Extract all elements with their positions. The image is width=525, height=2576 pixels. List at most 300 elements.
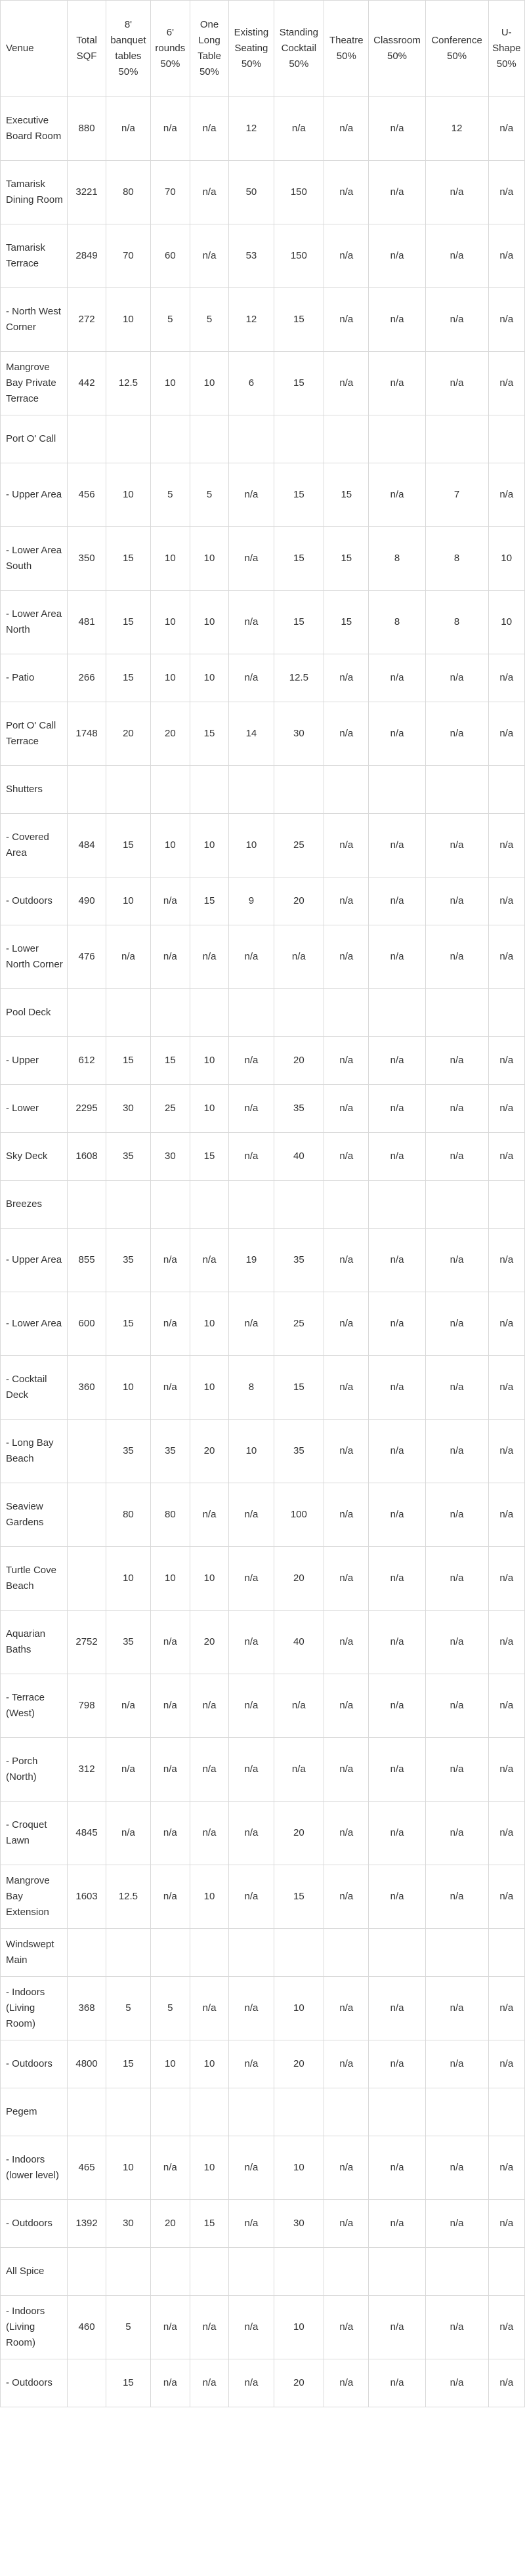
rounds-cell [151,2088,190,2136]
banquet-tables-cell: 12.5 [106,352,150,415]
standing-cocktail-cell: 15 [274,591,324,654]
u-shape-cell: n/a [488,1865,524,1929]
venue-cell: - Indoors (Living Room) [1,2296,68,2359]
rounds-cell: 80 [151,1483,190,1547]
conference-cell: n/a [425,2136,488,2200]
venue-cell: - Upper [1,1037,68,1085]
one-long-table-cell: 10 [190,591,229,654]
theatre-cell: n/a [324,925,369,989]
classroom-cell [369,2088,425,2136]
existing-seating-cell: 12 [229,97,274,161]
total-sqf-cell: 612 [68,1037,106,1085]
theatre-cell: n/a [324,1133,369,1181]
venue-cell: - Cocktail Deck [1,1356,68,1420]
table-row [1,224,525,288]
total-sqf-cell: 855 [68,1229,106,1292]
banquet-tables-cell [106,989,150,1037]
column-header-u-shape: U-Shape 50% [488,1,524,97]
banquet-tables-cell: 5 [106,1977,150,2040]
u-shape-cell: n/a [488,1674,524,1738]
venue-cell: - Outdoors [1,2200,68,2248]
u-shape-cell: n/a [488,1738,524,1802]
conference-cell: n/a [425,925,488,989]
standing-cocktail-cell: 20 [274,1802,324,1865]
conference-cell [425,766,488,814]
u-shape-cell: n/a [488,463,524,527]
venue-cell: Sky Deck [1,1133,68,1181]
total-sqf-cell [68,1547,106,1611]
one-long-table-cell: 15 [190,702,229,766]
one-long-table-cell: 10 [190,1356,229,1420]
existing-seating-cell: n/a [229,1292,274,1356]
one-long-table-cell: 10 [190,814,229,877]
rounds-cell [151,415,190,463]
venue-cell: All Spice [1,2248,68,2296]
existing-seating-cell [229,766,274,814]
theatre-cell: n/a [324,1611,369,1674]
classroom-cell: n/a [369,814,425,877]
venue-cell: - Terrace (West) [1,1674,68,1738]
classroom-cell [369,1181,425,1229]
total-sqf-cell: 2849 [68,224,106,288]
standing-cocktail-cell: 35 [274,1229,324,1292]
one-long-table-cell [190,2248,229,2296]
table-section-row [1,766,525,814]
conference-cell: n/a [425,1738,488,1802]
rounds-cell: 60 [151,224,190,288]
classroom-cell: n/a [369,925,425,989]
standing-cocktail-cell [274,1181,324,1229]
one-long-table-cell: n/a [190,1674,229,1738]
existing-seating-cell: n/a [229,1547,274,1611]
rounds-cell: 70 [151,161,190,224]
table-row [1,814,525,877]
conference-cell [425,2088,488,2136]
column-header-rounds: 6' rounds 50% [151,1,190,97]
rounds-cell: n/a [151,2136,190,2200]
table-row [1,352,525,415]
theatre-cell: n/a [324,1802,369,1865]
table-row [1,1229,525,1292]
existing-seating-cell [229,2088,274,2136]
standing-cocktail-cell [274,1929,324,1977]
existing-seating-cell: n/a [229,1611,274,1674]
standing-cocktail-cell: 25 [274,1292,324,1356]
venue-cell: Pool Deck [1,989,68,1037]
classroom-cell [369,766,425,814]
venue-cell: Tamarisk Terrace [1,224,68,288]
one-long-table-cell [190,1181,229,1229]
banquet-tables-cell: 30 [106,1085,150,1133]
existing-seating-cell: n/a [229,591,274,654]
total-sqf-cell: 798 [68,1674,106,1738]
one-long-table-cell: n/a [190,1977,229,2040]
standing-cocktail-cell [274,2088,324,2136]
banquet-tables-cell: 15 [106,654,150,702]
total-sqf-cell: 484 [68,814,106,877]
column-header-one-long-table: One Long Table 50% [190,1,229,97]
rounds-cell [151,1181,190,1229]
rounds-cell: n/a [151,2296,190,2359]
u-shape-cell: n/a [488,702,524,766]
banquet-tables-cell: 15 [106,591,150,654]
table-section-row [1,2248,525,2296]
u-shape-cell [488,2248,524,2296]
conference-cell: n/a [425,288,488,352]
table-row [1,1037,525,1085]
rounds-cell: n/a [151,1229,190,1292]
conference-cell: n/a [425,2200,488,2248]
u-shape-cell [488,1181,524,1229]
conference-cell [425,415,488,463]
theatre-cell: n/a [324,1738,369,1802]
conference-cell: n/a [425,2296,488,2359]
classroom-cell: n/a [369,1037,425,1085]
venue-cell: - Lower Area [1,1292,68,1356]
banquet-tables-cell: 12.5 [106,1865,150,1929]
venue-cell: Turtle Cove Beach [1,1547,68,1611]
venue-cell: Mangrove Bay Extension [1,1865,68,1929]
conference-cell: n/a [425,1085,488,1133]
existing-seating-cell: 14 [229,702,274,766]
one-long-table-cell: 20 [190,1611,229,1674]
banquet-tables-cell: 80 [106,161,150,224]
theatre-cell: 15 [324,527,369,591]
rounds-cell: n/a [151,1611,190,1674]
table-row [1,1977,525,2040]
venue-cell: Executive Board Room [1,97,68,161]
one-long-table-cell: 10 [190,527,229,591]
u-shape-cell: n/a [488,2136,524,2200]
total-sqf-cell: 1608 [68,1133,106,1181]
banquet-tables-cell [106,415,150,463]
table-row [1,161,525,224]
one-long-table-cell: n/a [190,925,229,989]
existing-seating-cell [229,415,274,463]
table-row [1,1356,525,1420]
total-sqf-cell: 465 [68,2136,106,2200]
rounds-cell: n/a [151,1865,190,1929]
conference-cell: n/a [425,1977,488,2040]
one-long-table-cell: 15 [190,2200,229,2248]
one-long-table-cell: n/a [190,2359,229,2407]
u-shape-cell: 10 [488,527,524,591]
conference-cell: n/a [425,877,488,925]
banquet-tables-cell: 10 [106,877,150,925]
existing-seating-cell: 9 [229,877,274,925]
table-row [1,2040,525,2088]
existing-seating-cell: n/a [229,2136,274,2200]
table-row [1,1133,525,1181]
theatre-cell: n/a [324,2359,369,2407]
u-shape-cell: n/a [488,1547,524,1611]
venue-cell: Shutters [1,766,68,814]
existing-seating-cell: n/a [229,654,274,702]
theatre-cell: n/a [324,2200,369,2248]
standing-cocktail-cell: 35 [274,1420,324,1483]
banquet-tables-cell: 35 [106,1611,150,1674]
u-shape-cell: n/a [488,1483,524,1547]
banquet-tables-cell: n/a [106,97,150,161]
standing-cocktail-cell: 25 [274,814,324,877]
existing-seating-cell: n/a [229,527,274,591]
rounds-cell [151,766,190,814]
conference-cell [425,989,488,1037]
venue-cell: - Lower [1,1085,68,1133]
theatre-cell: n/a [324,2296,369,2359]
one-long-table-cell: 5 [190,463,229,527]
theatre-cell: n/a [324,1356,369,1420]
table-row [1,1483,525,1547]
standing-cocktail-cell: 10 [274,1977,324,2040]
table-row [1,527,525,591]
one-long-table-cell: n/a [190,1738,229,1802]
table-row [1,591,525,654]
banquet-tables-cell: 10 [106,1547,150,1611]
one-long-table-cell [190,2088,229,2136]
classroom-cell: n/a [369,2200,425,2248]
table-row [1,1611,525,1674]
one-long-table-cell: n/a [190,1802,229,1865]
venue-cell: Port O' Call [1,415,68,463]
total-sqf-cell [68,989,106,1037]
rounds-cell: 10 [151,352,190,415]
standing-cocktail-cell: 15 [274,288,324,352]
total-sqf-cell [68,1483,106,1547]
standing-cocktail-cell: 150 [274,224,324,288]
standing-cocktail-cell: n/a [274,1738,324,1802]
banquet-tables-cell: 5 [106,2296,150,2359]
banquet-tables-cell: 15 [106,527,150,591]
rounds-cell: n/a [151,1674,190,1738]
one-long-table-cell [190,989,229,1037]
u-shape-cell: n/a [488,1037,524,1085]
banquet-tables-cell: 10 [106,1356,150,1420]
theatre-cell: n/a [324,702,369,766]
table-row [1,1292,525,1356]
total-sqf-cell: 490 [68,877,106,925]
rounds-cell: 20 [151,2200,190,2248]
table-section-row [1,415,525,463]
venue-cell: Aquarian Baths [1,1611,68,1674]
theatre-cell: n/a [324,2040,369,2088]
banquet-tables-cell [106,1181,150,1229]
header-row [1,1,525,97]
conference-cell: n/a [425,1229,488,1292]
venue-cell: - Patio [1,654,68,702]
existing-seating-cell: n/a [229,2040,274,2088]
venue-cell: Breezes [1,1181,68,1229]
rounds-cell: 35 [151,1420,190,1483]
conference-cell: n/a [425,814,488,877]
classroom-cell: n/a [369,2296,425,2359]
rounds-cell: 20 [151,702,190,766]
standing-cocktail-cell: n/a [274,97,324,161]
table-row [1,1547,525,1611]
conference-cell: 8 [425,591,488,654]
total-sqf-cell: 350 [68,527,106,591]
u-shape-cell: n/a [488,925,524,989]
table-row [1,463,525,527]
rounds-cell: n/a [151,925,190,989]
conference-cell: 7 [425,463,488,527]
u-shape-cell: n/a [488,1133,524,1181]
existing-seating-cell: n/a [229,1085,274,1133]
u-shape-cell: n/a [488,877,524,925]
venue-cell: Mangrove Bay Private Terrace [1,352,68,415]
existing-seating-cell: n/a [229,463,274,527]
u-shape-cell: n/a [488,1229,524,1292]
conference-cell: n/a [425,1802,488,1865]
existing-seating-cell: n/a [229,1802,274,1865]
conference-cell: n/a [425,702,488,766]
standing-cocktail-cell: 15 [274,1865,324,1929]
total-sqf-cell [68,2359,106,2407]
theatre-cell: 15 [324,463,369,527]
classroom-cell [369,2248,425,2296]
classroom-cell: n/a [369,1547,425,1611]
classroom-cell: n/a [369,654,425,702]
one-long-table-cell [190,1929,229,1977]
banquet-tables-cell: 10 [106,288,150,352]
one-long-table-cell: 5 [190,288,229,352]
standing-cocktail-cell [274,2248,324,2296]
theatre-cell: n/a [324,352,369,415]
existing-seating-cell [229,989,274,1037]
banquet-tables-cell: 35 [106,1229,150,1292]
venue-cell: - Outdoors [1,877,68,925]
total-sqf-cell [68,1181,106,1229]
one-long-table-cell: n/a [190,97,229,161]
theatre-cell: 15 [324,591,369,654]
table-row [1,1865,525,1929]
total-sqf-cell: 266 [68,654,106,702]
theatre-cell: n/a [324,97,369,161]
venue-cell: - Upper Area [1,1229,68,1292]
venue-cell: - Lower Area South [1,527,68,591]
total-sqf-cell: 1392 [68,2200,106,2248]
rounds-cell: n/a [151,97,190,161]
standing-cocktail-cell: 10 [274,2296,324,2359]
banquet-tables-cell: 15 [106,2359,150,2407]
venue-cell: Port O' Call Terrace [1,702,68,766]
conference-cell: n/a [425,1611,488,1674]
theatre-cell: n/a [324,1085,369,1133]
total-sqf-cell [68,2088,106,2136]
conference-cell [425,1929,488,1977]
classroom-cell: n/a [369,2040,425,2088]
table-row [1,877,525,925]
classroom-cell: n/a [369,1292,425,1356]
u-shape-cell: n/a [488,1292,524,1356]
standing-cocktail-cell: 30 [274,702,324,766]
total-sqf-cell: 4845 [68,1802,106,1865]
conference-cell: n/a [425,2359,488,2407]
conference-cell: n/a [425,654,488,702]
conference-cell: n/a [425,2040,488,2088]
banquet-tables-cell: 20 [106,702,150,766]
venue-cell: Seaview Gardens [1,1483,68,1547]
one-long-table-cell: 15 [190,1133,229,1181]
u-shape-cell [488,1929,524,1977]
theatre-cell [324,1929,369,1977]
one-long-table-cell: 10 [190,352,229,415]
conference-cell: n/a [425,352,488,415]
total-sqf-cell: 481 [68,591,106,654]
conference-cell: n/a [425,1483,488,1547]
rounds-cell: n/a [151,1356,190,1420]
venue-cell: - Croquet Lawn [1,1802,68,1865]
banquet-tables-cell: 10 [106,2136,150,2200]
theatre-cell: n/a [324,1292,369,1356]
table-body [1,97,525,2407]
venue-cell: Windswept Main [1,1929,68,1977]
classroom-cell: n/a [369,352,425,415]
table-section-row [1,2088,525,2136]
existing-seating-cell: 50 [229,161,274,224]
rounds-cell: 30 [151,1133,190,1181]
column-header-conference: Conference 50% [425,1,488,97]
total-sqf-cell: 2752 [68,1611,106,1674]
existing-seating-cell: n/a [229,1133,274,1181]
conference-cell: n/a [425,1865,488,1929]
conference-cell [425,2248,488,2296]
one-long-table-cell: 10 [190,2040,229,2088]
conference-cell: n/a [425,1292,488,1356]
classroom-cell: n/a [369,877,425,925]
rounds-cell: 10 [151,1547,190,1611]
standing-cocktail-cell: 30 [274,2200,324,2248]
theatre-cell [324,989,369,1037]
table-row [1,654,525,702]
banquet-tables-cell: n/a [106,1802,150,1865]
u-shape-cell: 10 [488,591,524,654]
venue-cell: - Lower North Corner [1,925,68,989]
existing-seating-cell: 8 [229,1356,274,1420]
total-sqf-cell: 476 [68,925,106,989]
one-long-table-cell: n/a [190,161,229,224]
existing-seating-cell: n/a [229,2200,274,2248]
venue-cell: - Long Bay Beach [1,1420,68,1483]
total-sqf-cell: 456 [68,463,106,527]
classroom-cell: n/a [369,1483,425,1547]
u-shape-cell [488,989,524,1037]
table-row [1,1420,525,1483]
theatre-cell: n/a [324,2136,369,2200]
column-header-classroom: Classroom 50% [369,1,425,97]
one-long-table-cell: 10 [190,1547,229,1611]
one-long-table-cell [190,766,229,814]
conference-cell: 8 [425,527,488,591]
existing-seating-cell: n/a [229,1037,274,1085]
theatre-cell: n/a [324,654,369,702]
column-header-existing-seating: Existing Seating 50% [229,1,274,97]
classroom-cell: n/a [369,97,425,161]
rounds-cell: 15 [151,1037,190,1085]
classroom-cell: n/a [369,1977,425,2040]
banquet-tables-cell [106,2248,150,2296]
total-sqf-cell [68,415,106,463]
total-sqf-cell: 4800 [68,2040,106,2088]
classroom-cell: n/a [369,1133,425,1181]
venue-cell: - North West Corner [1,288,68,352]
banquet-tables-cell: 80 [106,1483,150,1547]
standing-cocktail-cell: 150 [274,161,324,224]
venue-cell: - Indoors (Living Room) [1,1977,68,2040]
conference-cell: n/a [425,1420,488,1483]
conference-cell: n/a [425,1674,488,1738]
rounds-cell: 10 [151,814,190,877]
